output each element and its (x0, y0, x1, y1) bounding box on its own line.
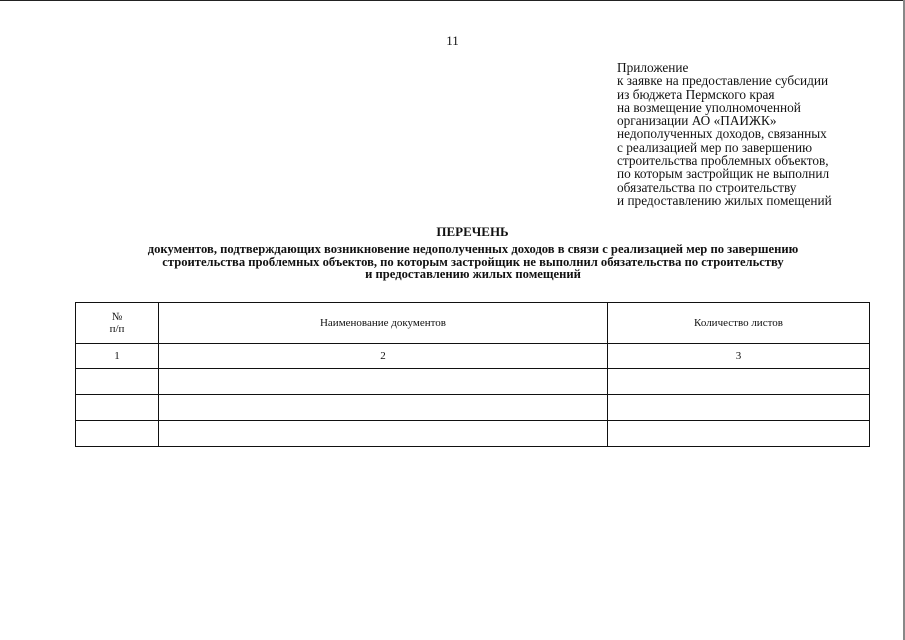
appendix-line: по которым застройщик не выполнил (617, 166, 830, 182)
documents-table (75, 302, 870, 447)
column-number: 1 (76, 344, 159, 369)
table-row (76, 395, 870, 421)
column-number: 2 (159, 344, 608, 369)
table-cell (76, 369, 159, 395)
table-cell (76, 421, 159, 447)
header-document-name: Наименование документов (159, 303, 608, 344)
appendix-line: с реализацией мер по завершению (617, 139, 813, 155)
header-number-abbr: п/п (109, 323, 125, 335)
table-cell (159, 369, 608, 395)
table-cell (76, 395, 159, 421)
appendix-block (617, 61, 832, 207)
table-cell (608, 421, 870, 447)
appendix-line: организации АО «ПАИЖК» (617, 113, 777, 129)
header-number (76, 303, 159, 344)
subtitle-line: документов, подтверждающих возникновение недополученных доходов в связи с реализацией мер по завершению (147, 242, 799, 256)
header-number-symbol: № (111, 311, 123, 323)
table-cell (159, 421, 608, 447)
table-cell (159, 395, 608, 421)
column-numbering-row (76, 344, 870, 369)
table-row (76, 421, 870, 447)
page-border-top (0, 0, 905, 1)
document-title: ПЕРЕЧЕНЬ (436, 224, 509, 239)
document-subtitle (78, 243, 868, 281)
appendix-line: на возмещение уполномоченной (617, 99, 801, 115)
appendix-line: Приложение (617, 60, 689, 75)
appendix-line: обязательства по строительству (617, 179, 797, 195)
appendix-line: к заявке на предоставление субсидии (617, 73, 829, 89)
subtitle-line: строительства проблемных объектов, по которым застройщик не выполнил обязательства по строительству (162, 254, 784, 269)
column-number: 3 (608, 344, 870, 369)
appendix-line: строительства проблемных объектов, (617, 153, 829, 169)
page-number: 11 (446, 33, 459, 48)
table-cell (608, 369, 870, 395)
table-header-row (76, 303, 870, 344)
subtitle-line: и предоставлению жилых помещений (365, 267, 581, 282)
table-row (76, 369, 870, 395)
appendix-line: недополученных доходов, связанных (617, 126, 827, 142)
appendix-line: и предоставлению жилых помещений (617, 192, 832, 208)
table-cell (608, 395, 870, 421)
header-sheet-count: Количество листов (608, 303, 870, 344)
appendix-line: из бюджета Пермского края (617, 86, 775, 102)
